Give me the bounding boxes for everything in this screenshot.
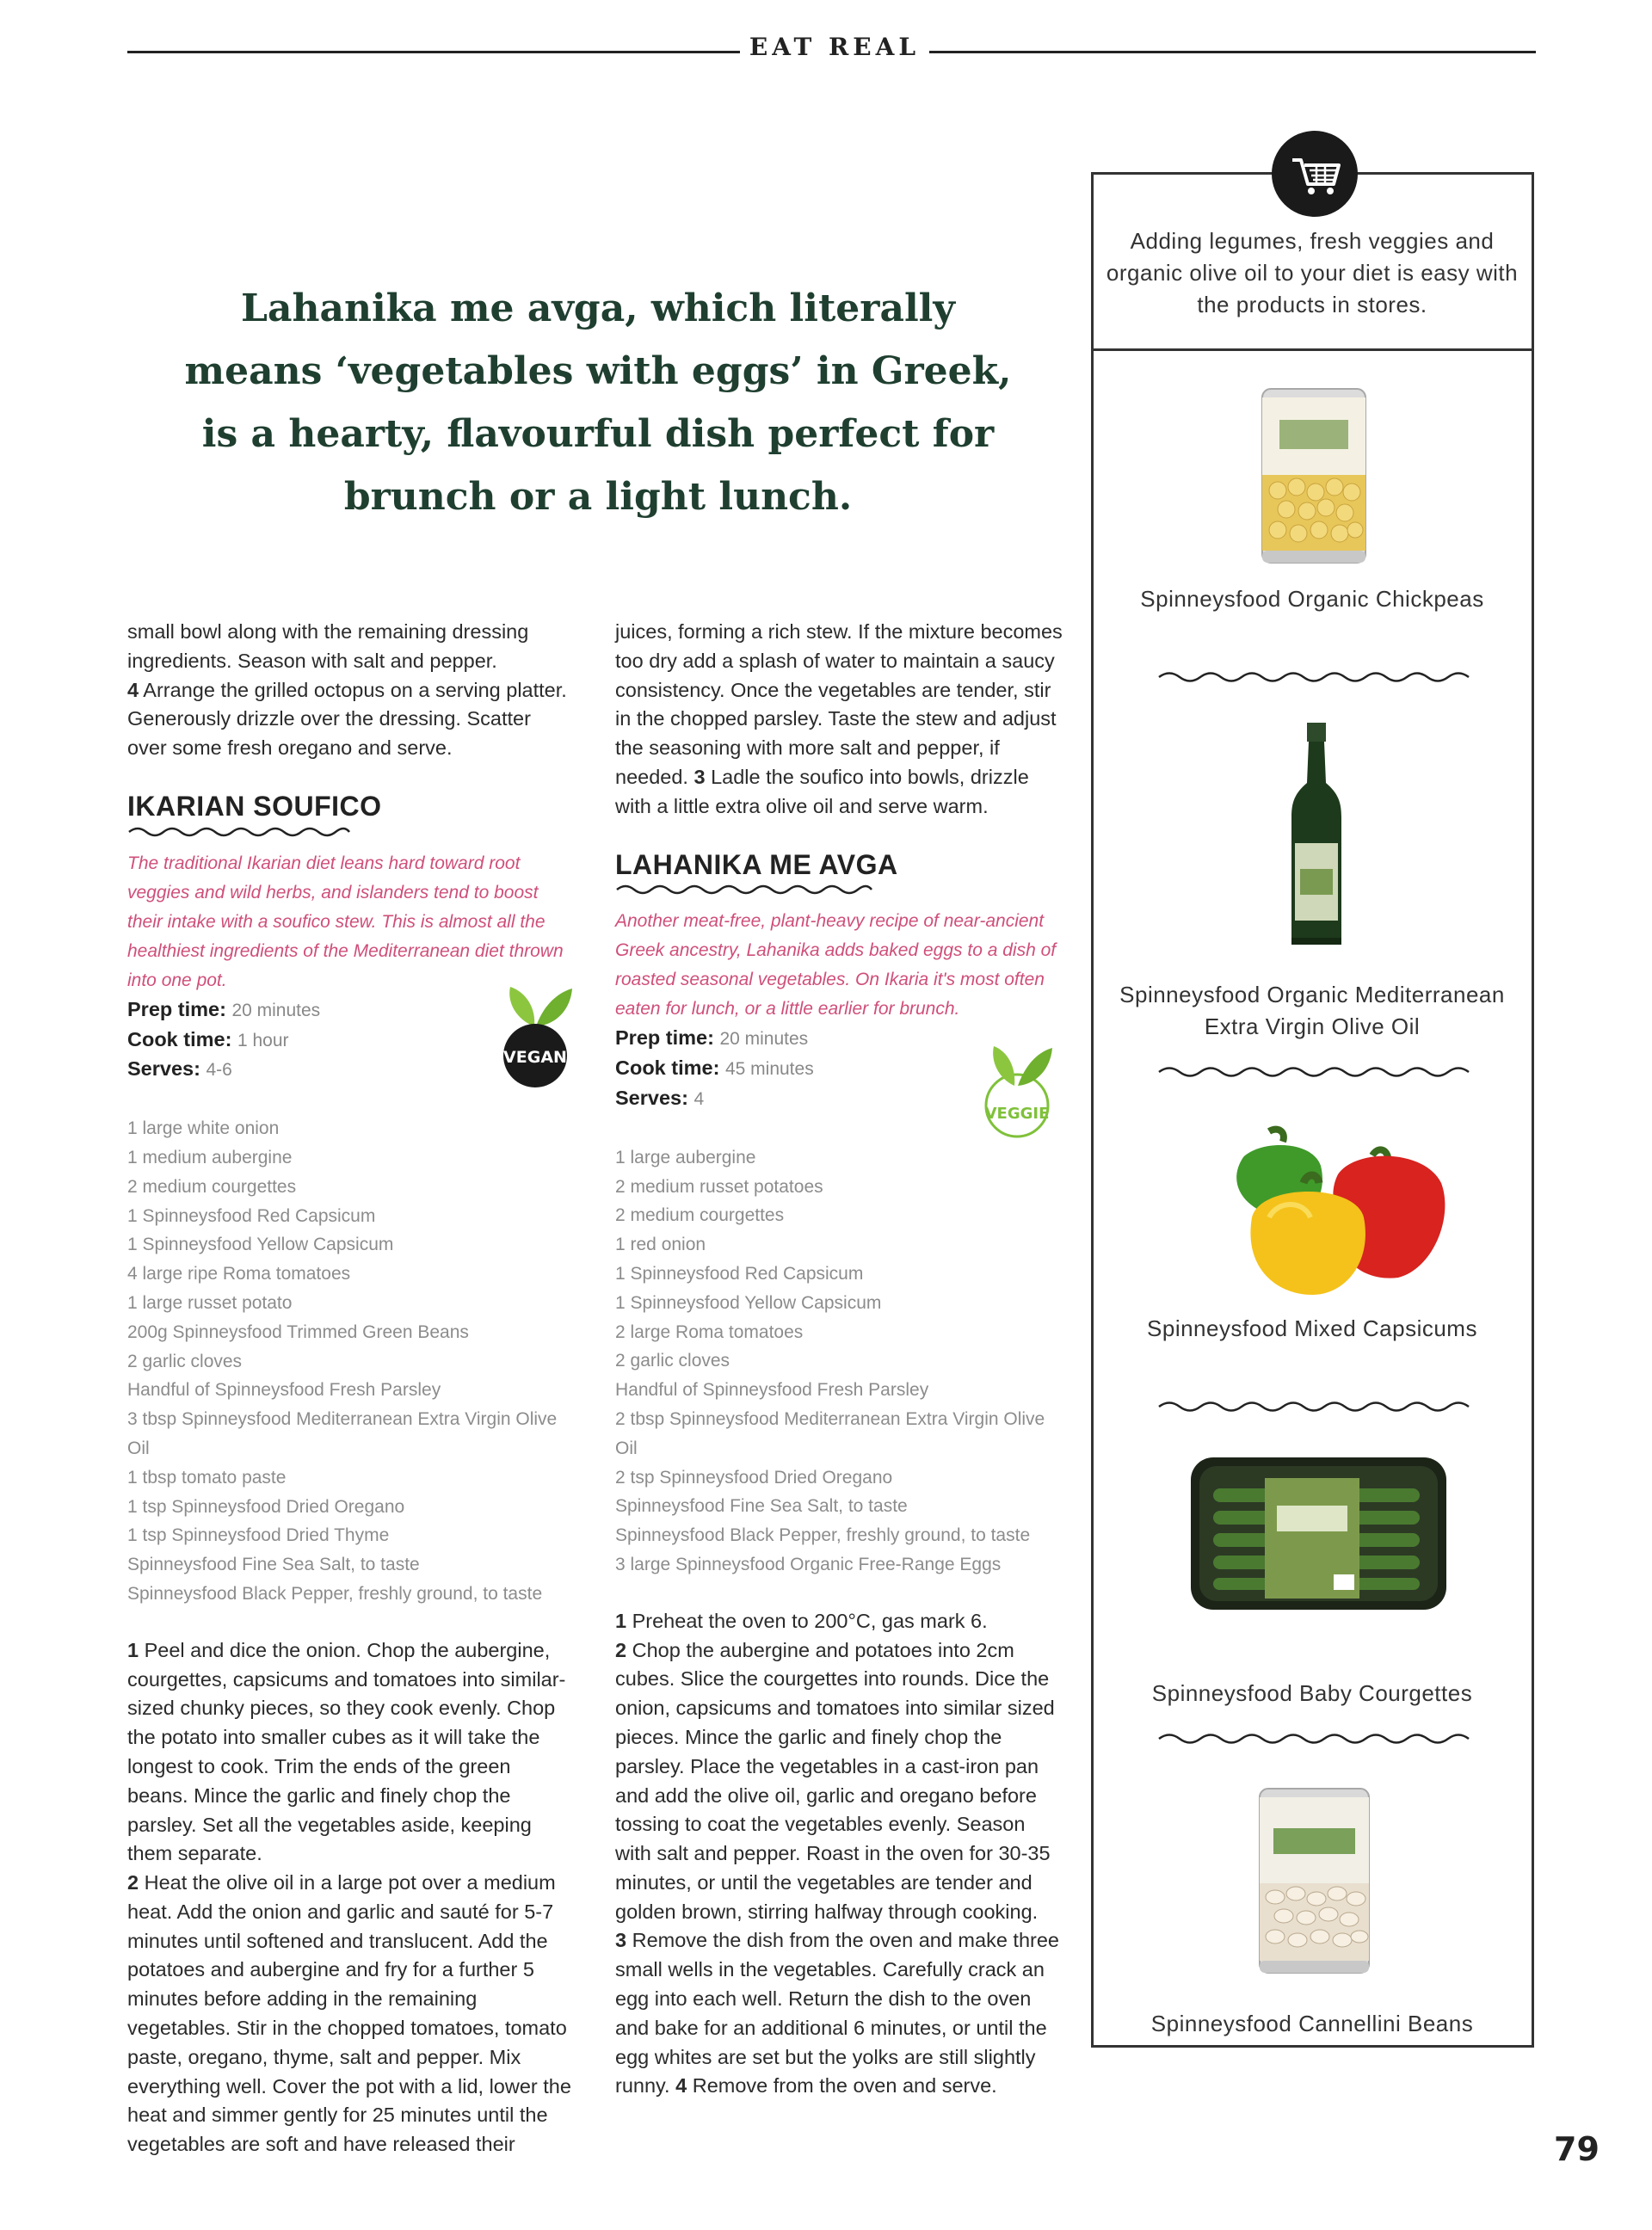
method-step: 3 Remove the dish from the oven and make three small wells in the vegetables. Carefully crack an egg into each well. Return the dish to the oven and bake for an additional 6 minutes, or until the egg whites are set but the yolks are still slightly runny. 4 Remove from the oven and serve. bbox=[615, 1929, 1059, 2098]
middle-column bbox=[615, 618, 1063, 2101]
ingredient-item: 1 Spinneysfood Red Capsicum bbox=[615, 1263, 864, 1284]
ingredient-item: 1 Spinneysfood Red Capsicum bbox=[127, 1205, 376, 1226]
squiggle-divider bbox=[1157, 1064, 1471, 1080]
cannellini-beans-can-image bbox=[1256, 1785, 1372, 1976]
veggie-badge-label: VEGGIE bbox=[984, 1105, 1050, 1123]
ingredient-list bbox=[127, 1114, 575, 1609]
step-number: 3 bbox=[693, 765, 706, 788]
method-step: 2 Heat the olive oil in a large pot over a medium heat. Add the onion and garlic and sauté for 5-7 minutes until softened and translucent. Add the potatoes and aubergine and fry for a further 5 minutes before adding in the remaining vegetables. Stir in the chopped tomatoes, tomato paste, oregano, thyme, salt and pepper. Mix everything well. Cover the pot with a lid, lower the heat and simmer gently for 25 minutes until the vegetables are soft and have released their bbox=[127, 1871, 571, 2156]
method bbox=[127, 1636, 575, 2159]
serves: Serves: 4-6 bbox=[127, 1057, 232, 1081]
ingredient-item: 1 Spinneysfood Yellow Capsicum bbox=[615, 1292, 882, 1313]
pull-quote-line: is a hearty, flavourful dish perfect for bbox=[201, 412, 995, 456]
squiggle-divider bbox=[127, 825, 351, 839]
squiggle-divider bbox=[1157, 1731, 1471, 1746]
vegan-leaf-icon bbox=[495, 976, 576, 1088]
prep-time: Prep time: 20 minutes bbox=[615, 1026, 809, 1050]
ingredient-item: Spinneysfood Black Pepper, freshly ground, to taste bbox=[127, 1583, 543, 1604]
product-name: Spinneysfood Organic Chickpeas bbox=[1140, 586, 1484, 612]
ingredient-item: 1 red onion bbox=[615, 1235, 706, 1255]
vegan-badge-label: VEGAN bbox=[503, 1048, 567, 1067]
method bbox=[615, 1607, 1063, 2102]
continued-text: juices, forming a rich stew. If the mixture becomes too dry add a splash of water to maintain a saucy consistency. Once the vegetables are tender, stir in the chopped parsley. Taste the stew and adjust the seasoning with more salt and pepper, if needed. 3 Ladle the soufico into bowls, drizzle with a little extra olive oil and serve warm. bbox=[615, 620, 1063, 817]
cart-icon bbox=[1272, 131, 1358, 217]
cook-time: Cook time: 45 minutes bbox=[615, 1056, 814, 1080]
ingredient-item: 3 large Spinneysfood Organic Free-Range Eggs bbox=[615, 1554, 1002, 1574]
ingredient-item: 1 tsp Spinneysfood Dried Oregano bbox=[127, 1496, 405, 1517]
product-name: Spinneysfood Organic Mediterranean Extra Virgin Olive Oil bbox=[1119, 982, 1505, 1039]
ingredient-item: 3 tbsp Spinneysfood Mediterranean Extra Virgin Olive Oil bbox=[127, 1409, 558, 1458]
ingredient-item: 1 medium aubergine bbox=[127, 1147, 293, 1167]
method-step: 2 Chop the aubergine and potatoes into 2cm cubes. Slice the courgettes into rounds. Dice the onion, capsicums and tomatoes into similar sized pieces. Mince the garlic and finely chop the parsley. Place the vegetables in a cast-iron pan and add the olive oil, garlic and oregano before tossing to coat the vegetables evenly. Season with salt and pepper. Roast in the oven for 30-35 minutes, or until the vegetables are tender and golden brown, stirring halfway through cooking. bbox=[615, 1638, 1055, 1923]
ingredient-item: 2 medium courgettes bbox=[127, 1176, 297, 1197]
pull-quote-line: means ‘vegetables with eggs’ in Greek, bbox=[184, 349, 1012, 393]
ingredient-item: 200g Spinneysfood Trimmed Green Beans bbox=[127, 1321, 469, 1342]
method-step: 1 Preheat the oven to 200°C, gas mark 6. bbox=[615, 1609, 988, 1632]
page-number: 79 bbox=[1554, 2130, 1600, 2168]
ingredient-item: 2 tsp Spinneysfood Dried Oregano bbox=[615, 1467, 893, 1488]
ingredient-item: 1 large russet potato bbox=[127, 1292, 293, 1313]
baby-courgettes-pack-image bbox=[1187, 1454, 1450, 1613]
method-step: 1 Peel and dice the onion. Chop the aubergine, courgettes, capsicums and tomatoes into similar-sized chunky pieces, so they cook evenly. Chop the potato into smaller cubes as it will take the longest to cook. Trim the ends of the green beans. Mince the garlic and finely chop the parsley. Set all the vegetables aside, keeping them separate. bbox=[127, 1638, 566, 1865]
ingredient-item: 2 garlic cloves bbox=[615, 1351, 730, 1371]
squiggle-divider bbox=[1157, 669, 1471, 685]
sidebar-divider bbox=[1091, 348, 1534, 351]
recipe-intro: Another meat-free, plant-heavy recipe of near-ancient Greek ancestry, Lahanika adds baked eggs to a dish of roasted seasonal vegetables. On Ikaria it's most often eaten for lunch, or a little earlier for brunch. bbox=[615, 911, 1057, 1020]
product-name: Spinneysfood Cannellini Beans bbox=[1150, 2011, 1474, 2036]
left-column bbox=[127, 618, 575, 2159]
sidebar-intro: Adding legumes, fresh veggies and organic olive oil to your diet is easy with the products in stores. bbox=[1106, 228, 1519, 317]
ingredient-item: Handful of Spinneysfood Fresh Parsley bbox=[127, 1380, 441, 1401]
ingredient-item: 2 medium courgettes bbox=[615, 1205, 785, 1226]
serves: Serves: 4 bbox=[615, 1086, 705, 1109]
ingredient-item: Spinneysfood Fine Sea Salt, to taste bbox=[127, 1555, 420, 1575]
pull-quote bbox=[163, 277, 1032, 528]
chickpeas-can-image bbox=[1259, 385, 1369, 566]
recipe-title: IKARIAN SOUFICO bbox=[127, 790, 382, 822]
ingredient-item: 1 large aubergine bbox=[615, 1147, 756, 1167]
section-title: EAT REAL bbox=[749, 33, 921, 61]
ingredient-item: 1 large white onion bbox=[127, 1118, 280, 1139]
ingredient-item: 2 garlic cloves bbox=[127, 1351, 243, 1371]
pull-quote-line: brunch or a light lunch. bbox=[343, 475, 853, 519]
continued-text: small bowl along with the remaining dressing ingredients. Season with salt and pepper. 4 Arrange the grilled octopus on a serving platter. Generously drizzle over the dressing. Scatter over some fresh oregano and serve. bbox=[127, 620, 567, 760]
ingredient-item: 4 large ripe Roma tomatoes bbox=[127, 1264, 351, 1284]
ingredient-item: 2 large Roma tomatoes bbox=[615, 1321, 804, 1342]
ingredient-item: 1 Spinneysfood Yellow Capsicum bbox=[127, 1235, 394, 1255]
recipe-title: LAHANIKA ME AVGA bbox=[615, 848, 898, 880]
ingredient-item: 1 tbsp tomato paste bbox=[127, 1467, 287, 1488]
pull-quote-line: Lahanika me avga, which literally bbox=[241, 286, 955, 330]
cart-badge bbox=[1272, 131, 1358, 217]
recipe-intro: The traditional Ikarian diet leans hard toward root veggies and wild herbs, and islanders tend to boost their intake with a soufico stew. This is almost all the healthiest ingredients of the Mediterranean diet thrown into one pot. bbox=[127, 853, 564, 990]
olive-oil-bottle-image bbox=[1286, 723, 1347, 948]
ingredient-item: 1 tsp Spinneysfood Dried Thyme bbox=[127, 1525, 390, 1546]
product-name: Spinneysfood Mixed Capsicums bbox=[1147, 1315, 1477, 1341]
prep-time: Prep time: 20 minutes bbox=[127, 997, 321, 1020]
ingredient-item: 2 medium russet potatoes bbox=[615, 1176, 823, 1197]
cook-time: Cook time: 1 hour bbox=[127, 1027, 289, 1050]
veggie-badge bbox=[977, 1032, 1058, 1140]
mixed-capsicums-image bbox=[1209, 1123, 1458, 1303]
ingredient-list bbox=[615, 1143, 1063, 1580]
vegan-badge bbox=[495, 976, 576, 1088]
squiggle-divider bbox=[615, 883, 873, 896]
ingredient-item: Spinneysfood Black Pepper, freshly ground, to taste bbox=[615, 1525, 1031, 1546]
ingredient-item: 2 tbsp Spinneysfood Mediterranean Extra Virgin Olive Oil bbox=[615, 1408, 1045, 1458]
ingredient-item: Spinneysfood Fine Sea Salt, to taste bbox=[615, 1496, 908, 1517]
step-number: 4 bbox=[127, 678, 139, 701]
header-rule-right bbox=[929, 51, 1536, 53]
ingredient-item: Handful of Spinneysfood Fresh Parsley bbox=[615, 1380, 929, 1401]
product-name: Spinneysfood Baby Courgettes bbox=[1151, 1680, 1473, 1706]
squiggle-divider bbox=[1157, 1399, 1471, 1414]
veggie-leaf-icon bbox=[977, 1032, 1058, 1140]
header-rule-left bbox=[127, 51, 740, 53]
